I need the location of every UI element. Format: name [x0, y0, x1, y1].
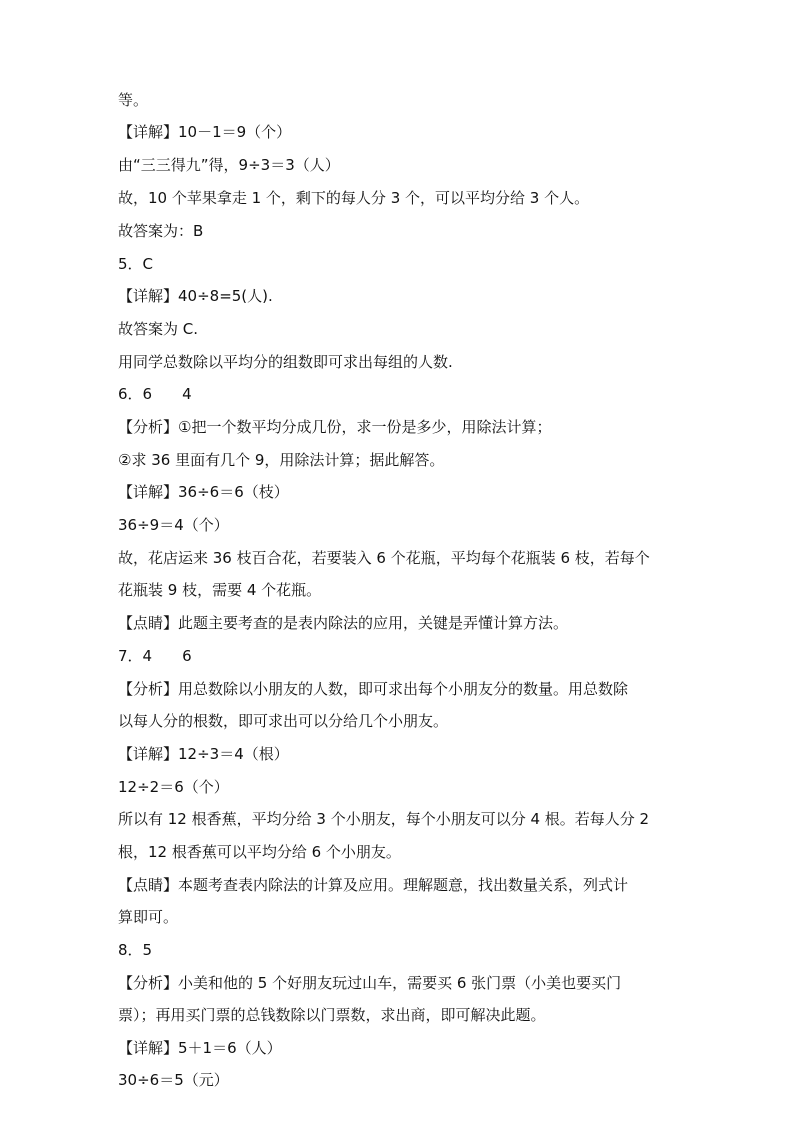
- text-line: 【详解】36÷6＝6（枝）: [118, 483, 289, 501]
- text-line: 故，花店运来 36 枝百合花，若要装入 6 个花瓶，平均每个花瓶装 6 枝，若每个: [118, 549, 650, 567]
- text-line: 30÷6＝5（元）: [118, 1071, 229, 1089]
- text-line: 花瓶装 9 枝，需要 4 个花瓶。: [118, 581, 322, 599]
- text-line: 【详解】40÷8=5(人).: [118, 287, 273, 305]
- text-line: 【点睛】此题主要考查的是表内除法的应用，关键是弄懂计算方法。: [118, 614, 569, 632]
- text-line: 由“三三得九”得，9÷3＝3（人）: [118, 156, 340, 174]
- text-line: 根，12 根香蕉可以平均分给 6 个小朋友。: [118, 843, 401, 861]
- text-line: 等。: [118, 91, 149, 109]
- text-line: 故，10 个苹果拿走 1 个，剩下的每人分 3 个，可以平均分给 3 个人。: [118, 189, 590, 207]
- text-line: 5．C: [118, 255, 154, 273]
- text-line: 8．5: [118, 941, 153, 959]
- text-line: 【分析】小美和他的 5 个好朋友玩过山车，需要买 6 张门票（小美也要买门: [118, 974, 622, 992]
- text-line: 【详解】5＋1＝6（人）: [118, 1039, 282, 1057]
- text-line: 12÷2＝6（个）: [118, 778, 229, 796]
- text-line: 6．6 4: [118, 385, 192, 403]
- text-line: ②求 36 里面有几个 9，用除法计算；据此解答。: [118, 451, 445, 469]
- text-line: 票）；再用买门票的总钱数除以门票数，求出商，即可解决此题。: [118, 1006, 546, 1024]
- text-line: 【分析】用总数除以小朋友的人数，即可求出每个小朋友分的数量。用总数除: [118, 680, 629, 698]
- text-line: 用同学总数除以平均分的组数即可求出每组的人数.: [118, 353, 453, 371]
- text-line: 算即可。: [118, 908, 179, 926]
- text-line: 【点睛】本题考查表内除法的计算及应用。理解题意，找出数量关系，列式计: [118, 876, 629, 894]
- text-line: 7．4 6: [118, 647, 192, 665]
- text-line: 【分析】①把一个数平均分成几份，求一份是多少，用除法计算；: [118, 418, 552, 436]
- text-line: 【详解】10－1＝9（个）: [118, 123, 292, 141]
- text-line: 36÷9＝4（个）: [118, 516, 229, 534]
- text-line: 【详解】12÷3＝4（根）: [118, 745, 289, 763]
- text-line: 故答案为：B: [118, 222, 204, 240]
- text-line: 所以有 12 根香蕉，平均分给 3 个小朋友，每个小朋友可以分 4 根。若每人分 2: [118, 810, 650, 828]
- text-line: 以每人分的根数，即可求出可以分给几个小朋友。: [118, 712, 449, 730]
- text-line: 故答案为 C.: [118, 320, 199, 338]
